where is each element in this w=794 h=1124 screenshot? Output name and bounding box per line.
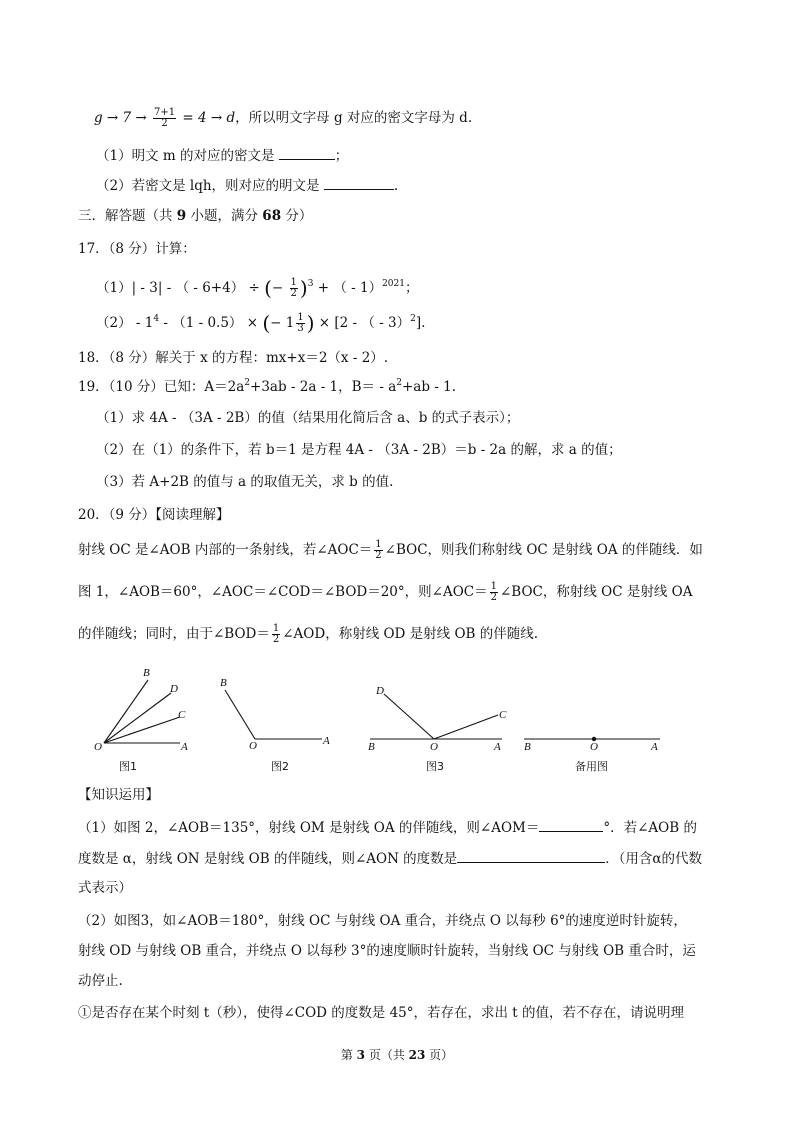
caption-spare: 备用图 bbox=[575, 760, 608, 773]
label-a: A bbox=[494, 741, 501, 753]
q20-k2-line2: 射线 OD 与射线 OB 重合，并绕点 O 以每秒 3°的速度顺时针旋转，当射线 OC 与射线 OB 重合时，运 bbox=[78, 943, 696, 959]
cipher-example-line: g → 7 → $\frac{7+1}{2}$ = 4 → d，所以明文字母 g 对应的密文字母为 d. bbox=[94, 107, 473, 129]
fraction: $\frac{1}{2}$ bbox=[290, 277, 297, 299]
label-a: A bbox=[651, 741, 658, 753]
q18-text: 18．（8 分）解关于 x 的方程：mx+x＝2（x - 2）. bbox=[78, 350, 389, 366]
q20-k1-line2: 度数是 α，射线 ON 是射线 OB 的伴随线，则∠AON 的度数是 ．（用含α的代数 bbox=[78, 851, 703, 867]
q20-reading-3: 的伴随线；同时，由于∠BOD＝ $\frac{1}{2}$ ∠AOD，称射线 OD 是射线 OB 的伴随线. bbox=[78, 623, 539, 645]
q20-k2-line1: （2）如图3，如∠AOB＝180°，射线 OC 与射线 OA 重合，并绕点 O 以每秒 6°的速度逆时针旋转， bbox=[78, 913, 687, 929]
q20-k2-line3: 动停止. bbox=[78, 973, 123, 989]
angle-figures bbox=[0, 660, 794, 780]
q20-reading-1: 射线 OC 是∠AOB 内部的一条射线，若∠AOC＝ $\frac{1}{2}$ ∠BOC，则我们称射线 OC 是射线 OA 的伴随线．如 bbox=[78, 539, 703, 561]
q20-head: 20．（9 分）【阅读理解】 bbox=[78, 507, 230, 523]
fraction: $\frac{1}{2}$ bbox=[490, 581, 497, 603]
q17-head: 17．（8 分）计算： bbox=[78, 241, 196, 257]
caption-fig3: 图3 bbox=[426, 760, 444, 773]
q19-part2: （2）在（1）的条件下，若 b＝1 是方程 4A - （3A - 2B）＝b - 2a 的解，求 a 的值； bbox=[96, 442, 622, 458]
section-title: 三．解答题（共 9 小题，满分 68 分） bbox=[78, 208, 313, 224]
fraction: $\frac{1}{2}$ bbox=[375, 539, 382, 561]
label-b: B bbox=[368, 741, 375, 753]
q20-k1-line1: （1）如图 2，∠AOB＝135°，射线 OM 是射线 OA 的伴随线，则∠AOM＝ °．若∠AOB 的 bbox=[78, 820, 697, 836]
q20-reading-2: 图 1，∠AOB＝60°，∠AOC＝∠COD＝∠BOD＝20°，则∠AOC＝ $\frac{1}{2}$ ∠BOC，称射线 OC 是射线 OA bbox=[78, 581, 693, 603]
fraction: $\frac{1}{3}$ bbox=[297, 312, 304, 334]
label-b: B bbox=[220, 677, 227, 689]
fraction: $\frac{7+1}{2}$ bbox=[154, 107, 176, 129]
label-a: A bbox=[323, 735, 330, 747]
q20-k1-line3: 式表示） bbox=[78, 880, 132, 896]
q20-k3-line1: ①是否存在某个时刻 t（秒），使得∠COD 的度数是 45°，若存在，求出 t 的值，若不存在，请说明理 bbox=[78, 1005, 685, 1021]
label-b: B bbox=[143, 667, 150, 679]
label-o: O bbox=[430, 741, 438, 753]
answer-blank[interactable] bbox=[324, 176, 394, 190]
label-d: D bbox=[170, 683, 178, 695]
page-footer: 第 3 页（共 23 页） bbox=[340, 1048, 454, 1062]
fraction: $\frac{1}{2}$ bbox=[272, 623, 280, 645]
caption-fig1: 图1 bbox=[119, 760, 137, 773]
label-b: B bbox=[524, 741, 531, 753]
label-c: C bbox=[499, 709, 507, 721]
q16-part1: （1）明文 m 的对应的密文是 ； bbox=[96, 148, 349, 164]
q17-part2: $(2) - 1^4 - (1 - 0.5)$ × (− 1 $\frac{1}{3}$ ) × [2 - （ - 3）$^2$]. bbox=[96, 311, 426, 335]
q19-head: 19．（10 分）已知：$A=2a^2+3ab - 2a - 1$，$B= - a^2+ab - 1$. bbox=[78, 378, 457, 395]
knowledge-head: 【知识运用】 bbox=[78, 787, 159, 803]
q16-part2: （2）若密文是 lqh，则对应的明文是 . bbox=[96, 178, 399, 194]
answer-blank[interactable] bbox=[457, 849, 605, 863]
answer-blank[interactable] bbox=[539, 818, 603, 832]
answer-blank[interactable] bbox=[279, 146, 335, 160]
q17-part1: （1）| - 3| - （ - 6+4） ÷ (− $\frac{1}{2}$ )$^3$ + （ - 1）$^{2021}$； bbox=[96, 276, 419, 300]
label-o: O bbox=[590, 741, 598, 753]
label-o: O bbox=[249, 740, 257, 752]
label-d: D bbox=[376, 685, 384, 697]
label-c: C bbox=[178, 709, 186, 721]
q19-part1: （1）求 4A - （3A - 2B）的值（结果用化简后含 a、b 的式子表示）； bbox=[96, 410, 520, 426]
q19-part3: （3）若 A+2B 的值与 a 的取值无关，求 b 的值. bbox=[96, 474, 394, 490]
label-a: A bbox=[181, 741, 188, 753]
caption-fig2: 图2 bbox=[271, 760, 289, 773]
label-o: O bbox=[94, 741, 102, 753]
